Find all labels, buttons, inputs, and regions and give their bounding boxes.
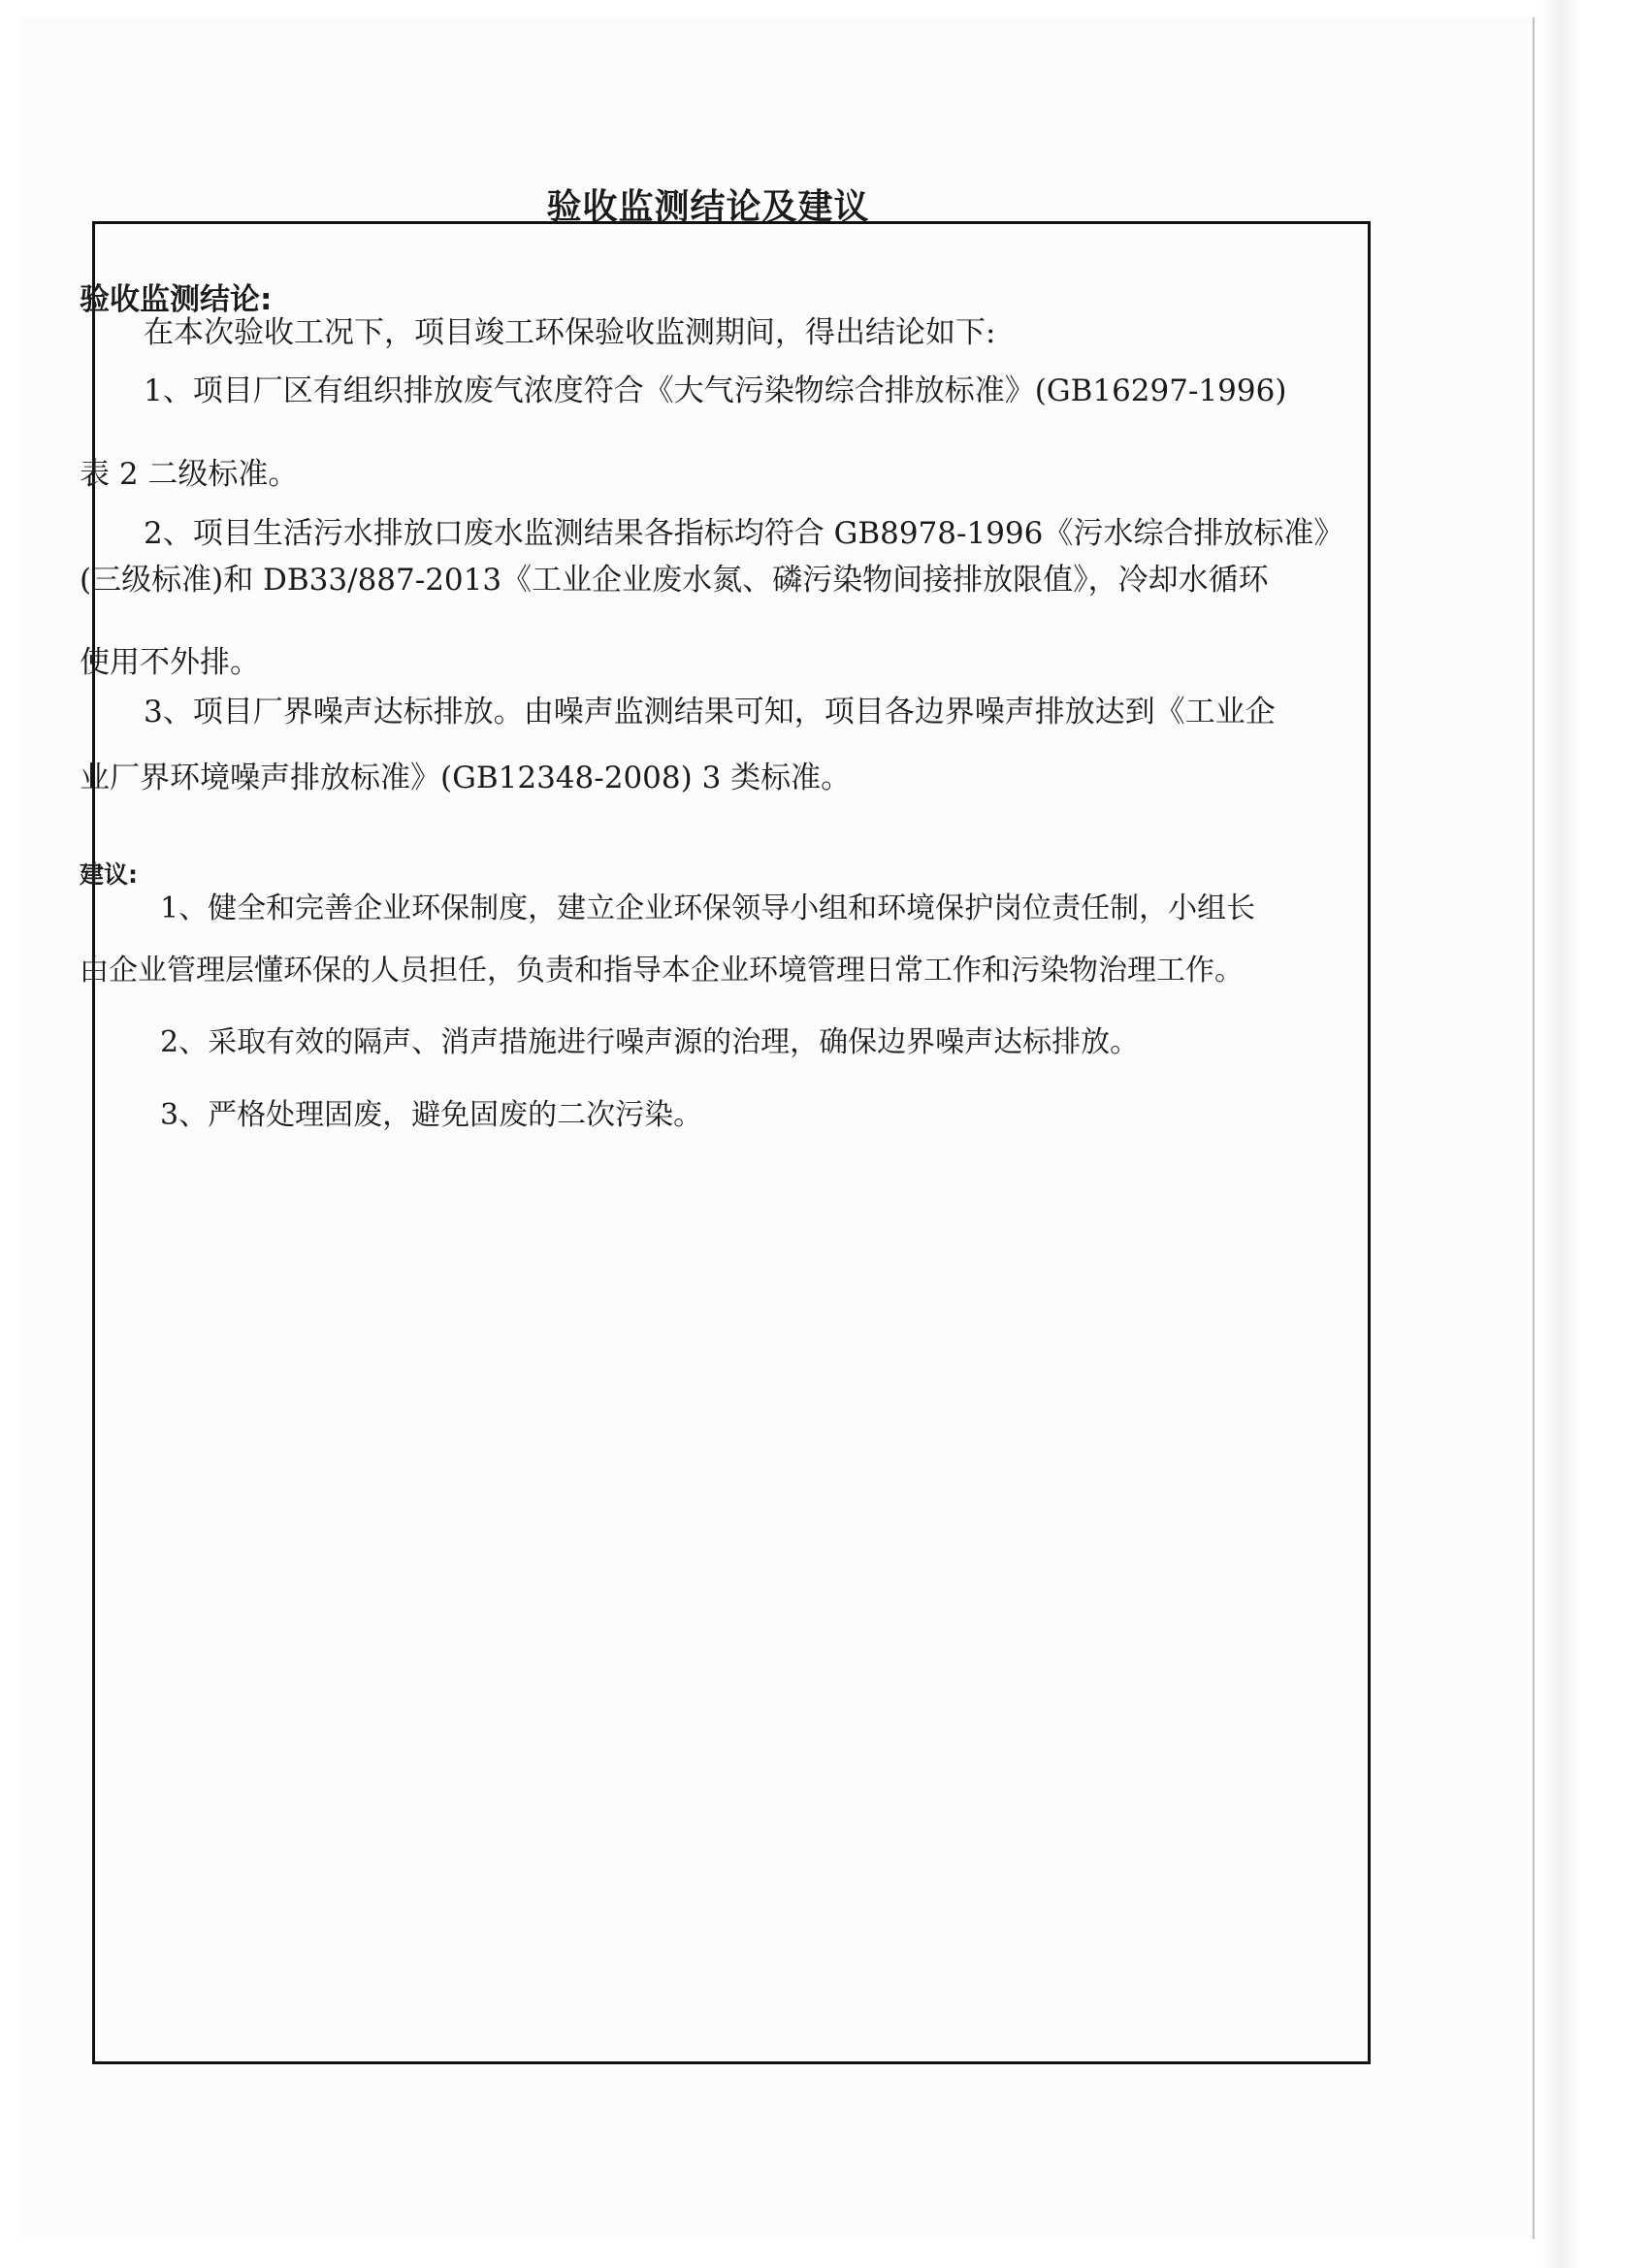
advice-heading: 建议: <box>80 860 138 889</box>
conclusion-item-1-line-1: 1、项目厂区有组织排放废气浓度符合《大气污染物综合排放标准》(GB16297-1996) <box>144 373 1287 408</box>
conclusion-item-3-line-2: 业厂界环境噪声排放标准》(GB12348-2008) 3 类标准。 <box>80 761 852 795</box>
advice-item-3: 3、严格处理固废，避免固废的二次污染。 <box>160 1098 703 1132</box>
conclusion-item-2-line-3: 使用不外排。 <box>80 645 260 680</box>
page-title: 验收监测结论及建议 <box>546 186 870 227</box>
conclusion-item-2-line-1: 2、项目生活污水排放口废水监测结果各指标均符合 GB8978-1996《污水综合排放标准》 <box>144 516 1344 551</box>
conclusion-item-2-line-2: (三级标准)和 DB33/887-2013《工业企业废水氮、磷污染物间接排放限值》，冷却水循环 <box>80 563 1269 598</box>
advice-item-2: 2、采取有效的隔声、消声措施进行噪声源的治理，确保边界噪声达标排放。 <box>160 1025 1140 1059</box>
conclusion-heading: 验收监测结论: <box>80 282 273 317</box>
scan-edge-shadow <box>1542 0 1581 2268</box>
conclusion-intro: 在本次验收工况下，项目竣工环保验收监测期间，得出结论如下: <box>144 315 996 350</box>
conclusion-item-3-line-1: 3、项目厂界噪声达标排放。由噪声监测结果可知，项目各边界噪声排放达到《工业企 <box>144 695 1276 729</box>
conclusion-item-1-line-2: 表 2 二级标准。 <box>80 457 299 492</box>
content-frame <box>92 221 1371 2064</box>
advice-item-1-line-1: 1、健全和完善企业环保制度，建立企业环保领导小组和环境保护岗位责任制，小组长 <box>160 891 1256 925</box>
advice-item-1-line-2: 由企业管理层懂环保的人员担任，负责和指导本企业环境管理日常工作和污染物治理工作。 <box>80 954 1244 988</box>
